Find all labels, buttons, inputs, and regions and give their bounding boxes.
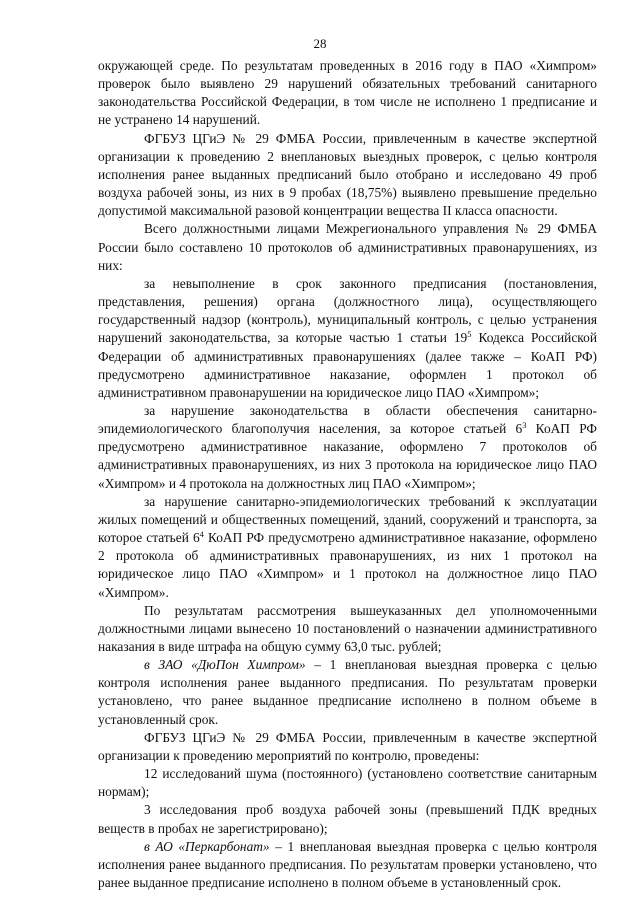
text-segment: – 1 внеплановая выездная проверка с целью контроля исполнения ранее выданного предписания. По результатам проверки установлено, что ранее выданное предписание исполнено в полном объеме в установленный срок. [98, 657, 597, 727]
paragraph-continuation: окружающей среде. По результатам проведенных в 2016 году в ПАО «Химпром» проверок было выявлено 29 нарушений обязательных требований санитарного законодательства Российской Федерации, в том числе не исполнено 1 предписание и не устранено 14 нарушений. [98, 58, 597, 128]
superscript: 5 [467, 329, 472, 340]
paragraph-fines: По результатам рассмотрения вышеуказанных дел уполномоченными должностными лицами вынесено 10 постановлений о назначении административного наказания в виде штрафа на общую сумму 63,0 тыс. рублей; [98, 602, 597, 654]
text-segment: КоАП РФ предусмотрено административное наказание, оформлено 7 протоколов об административных правонарушениях, из них 3 протокола на юридическое лицо ПАО «Химпром» и 4 протокола на должностных лиц ПАО «Химпром»; [98, 421, 598, 491]
paragraph-article-6-3 [98, 402, 597, 493]
text-segment: КоАП РФ предусмотрено административное наказание, оформлено 2 протокола об административных правонарушениях, из них 1 протокол на юридическое лицо ПАО «Химпром» и 1 протокол на должностное лицо ПАО «Химпром». [98, 530, 597, 600]
paragraph-expert-organization: ФГБУЗ ЦГиЭ № 29 ФМБА России, привлеченным в качестве экспертной организации к проведению мероприятий по контролю, проведены: [98, 729, 597, 763]
text-segment: за нарушение законодательства в области обеспечения санитарно-эпидемиологического благополучия населения, за которое статьей 6 [98, 402, 597, 437]
paragraph-article-19-5 [98, 275, 597, 402]
paragraph-perkarbonat [98, 838, 597, 892]
text-segment: за нарушение санитарно-эпидемиологических требований к эксплуатации жилых помещений и общественных помещений, зданий, сооружений и транспорта, за которое статьей 6 [98, 493, 597, 546]
paragraph-lab-sampling: ФГБУЗ ЦГиЭ № 29 ФМБА России, привлеченным в качестве экспертной организации к проведению 2 внеплановых выездных проверок, с целью контроля исполнения ранее выданных предписаний было отобрано и исследовано 49 проб воздуха рабочей зоны, из них в 9 пробах (18,75%) выявлено превышение предельно допустимой максимальной разовой концентрации вещества II класса опасности. [98, 130, 597, 219]
document-body [98, 57, 597, 892]
company-name: в ЗАО «ДюПон Химпром» [144, 657, 306, 673]
company-name: в АО «Перкарбонат» [144, 838, 270, 854]
text-segment: Кодекса Российской Федерации об административных правонарушениях (далее также – КоАП РФ) предусмотрено административное наказание, оформлен 1 протокол об административном правонарушении на юридическое лицо ПАО «Химпром»; [98, 330, 597, 400]
superscript: 3 [522, 420, 527, 431]
paragraph-protocols-summary: Всего должностными лицами Межрегионального управления № 29 ФМБА России было составлено 10 протоколов об административных правонарушениях, из них: [98, 221, 597, 273]
text-segment: за невыполнение в срок законного предписания (постановления, представления, решения) органа (должностного лица), осуществляющего государственный надзор (контроль), муниципальный контроль, с целью устранения нарушений законодательства, за которые частью 1 статьи 19 [98, 275, 597, 346]
paragraph-dupont [98, 656, 597, 729]
paragraph-noise-studies: 12 исследований шума (постоянного) (установлено соответствие санитарным нормам); [98, 766, 597, 800]
paragraph-article-6-4 [98, 493, 597, 602]
superscript: 4 [199, 529, 204, 540]
paragraph-air-samples: 3 исследования проб воздуха рабочей зоны (превышений ПДК вредных веществ в пробах не зарегистрировано); [98, 802, 597, 836]
page-number: 28 [313, 36, 327, 51]
text-segment: – 1 внеплановая выездная проверка с целью контроля исполнения ранее выданного предписания. По результатам проверки установлено, что ранее выданное предписание исполнено в полном объеме в установленный срок. [98, 838, 597, 891]
